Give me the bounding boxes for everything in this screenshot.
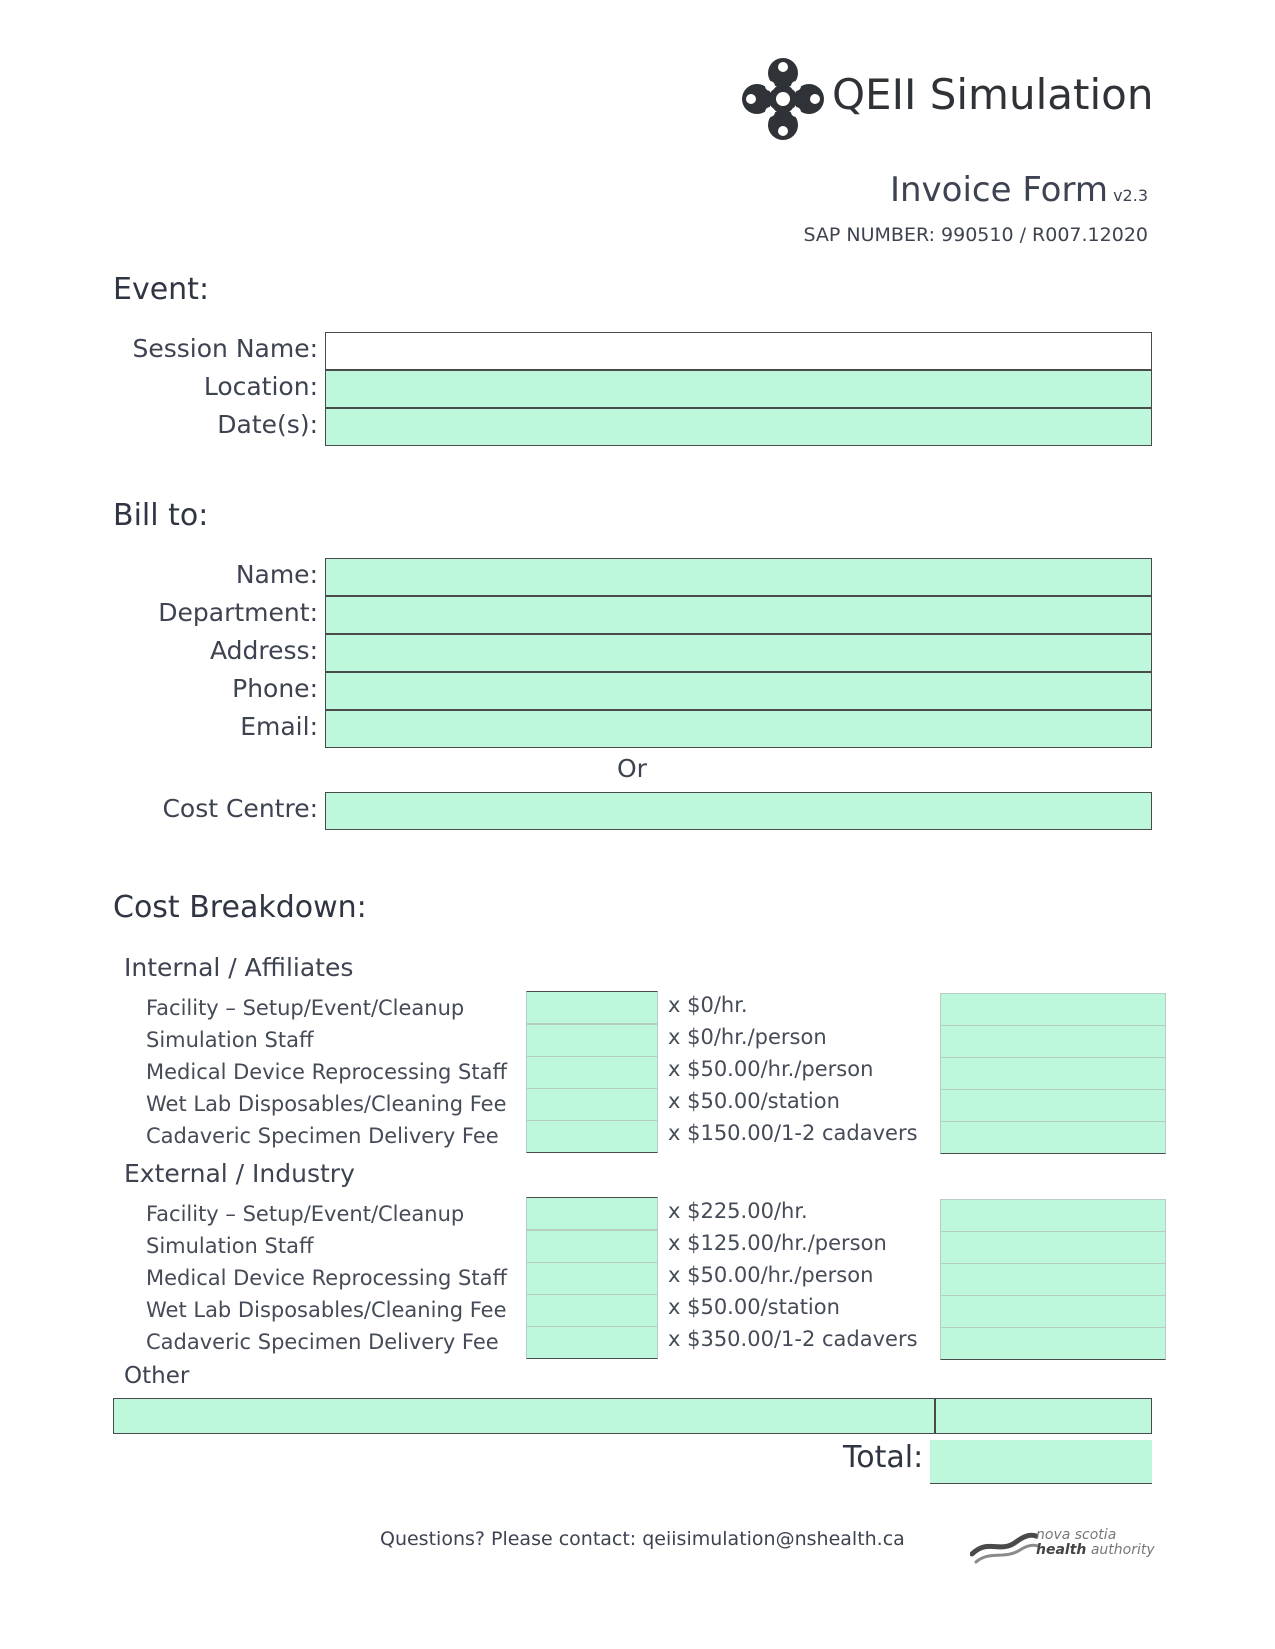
- internal-amount-input[interactable]: [940, 993, 1166, 1026]
- external-item-rate: x $125.00/hr./person: [668, 1231, 887, 1255]
- email-input[interactable]: [325, 710, 1152, 748]
- external-item-rate: x $225.00/hr.: [668, 1199, 808, 1223]
- internal-item-label: Facility – Setup/Event/Cleanup: [146, 996, 465, 1020]
- external-amount-input[interactable]: [940, 1199, 1166, 1232]
- external-amount-input[interactable]: [940, 1231, 1166, 1264]
- address-label-row: [0, 634, 318, 672]
- email-label: Email:: [240, 712, 318, 741]
- session-name-label: Session Name:: [132, 334, 318, 363]
- dates-label-row: [0, 408, 318, 446]
- internal-amount-input[interactable]: [940, 1025, 1166, 1058]
- internal-item-rate: x $50.00/hr./person: [668, 1057, 874, 1081]
- internal-quantity-input[interactable]: [526, 1056, 658, 1089]
- address-label: Address:: [210, 636, 318, 665]
- other-description-input[interactable]: [113, 1398, 935, 1434]
- total-label: Total:: [843, 1440, 924, 1475]
- internal-amount-input[interactable]: [940, 1057, 1166, 1090]
- internal-item-rate: x $50.00/station: [668, 1089, 840, 1113]
- cost-breakdown-heading: Cost Breakdown:: [113, 890, 367, 925]
- other-heading: Other: [124, 1363, 190, 1389]
- external-quantity-input[interactable]: [526, 1294, 658, 1327]
- dates-label: Date(s):: [217, 410, 318, 439]
- internal-item-label: Simulation Staff: [146, 1028, 314, 1052]
- external-amount-input[interactable]: [940, 1263, 1166, 1296]
- cost-centre-label-row: [0, 792, 318, 830]
- department-input[interactable]: [325, 596, 1152, 634]
- bill-name-label-row: [0, 558, 318, 596]
- location-input[interactable]: [325, 370, 1152, 408]
- internal-item-rate: x $150.00/1-2 cadavers: [668, 1121, 918, 1145]
- cost-centre-input[interactable]: [325, 792, 1152, 830]
- nsha-logo-line1: nova scotia: [1036, 1527, 1117, 1543]
- internal-quantity-input[interactable]: [526, 1120, 658, 1153]
- phone-input[interactable]: [325, 672, 1152, 710]
- external-item-rate: x $50.00/hr./person: [668, 1263, 874, 1287]
- external-item-label: Facility – Setup/Event/Cleanup: [146, 1202, 465, 1226]
- external-amount-input[interactable]: [940, 1327, 1166, 1360]
- internal-heading: Internal / Affiliates: [124, 953, 354, 982]
- form-title: [890, 170, 1148, 210]
- session-name-input[interactable]: [325, 332, 1152, 370]
- bill-name-input[interactable]: [325, 558, 1152, 596]
- form-version: v2.3: [1113, 186, 1148, 205]
- email-label-row: [0, 710, 318, 748]
- form-title-text: Invoice Form: [889, 170, 1108, 210]
- or-separator: Or: [617, 754, 647, 783]
- external-item-label: Wet Lab Disposables/Cleaning Fee: [146, 1298, 507, 1322]
- internal-amount-input[interactable]: [940, 1089, 1166, 1122]
- session-name-label-row: [0, 332, 318, 370]
- contact-text: Questions? Please contact: qeiisimulation@nshealth.ca: [380, 1528, 905, 1550]
- nsha-logo-authority: authority: [1090, 1542, 1155, 1558]
- phone-label: Phone:: [232, 674, 318, 703]
- dates-input[interactable]: [325, 408, 1152, 446]
- nsha-logo: [970, 1520, 1170, 1570]
- bill-to-heading: Bill to:: [113, 498, 209, 533]
- external-quantity-input[interactable]: [526, 1262, 658, 1295]
- bill-name-label: Name:: [235, 560, 318, 589]
- external-amount-input[interactable]: [940, 1295, 1166, 1328]
- other-amount-input[interactable]: [935, 1398, 1152, 1434]
- department-label-row: [0, 596, 318, 634]
- external-item-rate: x $350.00/1-2 cadavers: [668, 1327, 918, 1351]
- cost-centre-label: Cost Centre:: [162, 794, 318, 823]
- address-input[interactable]: [325, 634, 1152, 672]
- internal-item-rate: x $0/hr.: [668, 993, 748, 1017]
- nsha-swoosh-icon: [970, 1524, 1040, 1564]
- external-quantity-input[interactable]: [526, 1230, 658, 1263]
- brand-name: QEII Simulation: [832, 70, 1154, 119]
- external-heading: External / Industry: [124, 1159, 355, 1188]
- internal-item-label: Cadaveric Specimen Delivery Fee: [146, 1124, 499, 1148]
- department-label: Department:: [158, 598, 318, 627]
- internal-amount-input[interactable]: [940, 1121, 1166, 1154]
- phone-label-row: [0, 672, 318, 710]
- quatrefoil-logo-icon: [740, 56, 826, 142]
- total-input[interactable]: [930, 1440, 1152, 1484]
- brand-logo: [740, 56, 1154, 142]
- external-quantity-input[interactable]: [526, 1197, 658, 1230]
- internal-item-label: Medical Device Reprocessing Staff: [146, 1060, 507, 1084]
- external-item-rate: x $50.00/station: [668, 1295, 840, 1319]
- internal-item-label: Wet Lab Disposables/Cleaning Fee: [146, 1092, 507, 1116]
- external-item-label: Medical Device Reprocessing Staff: [146, 1266, 507, 1290]
- internal-quantity-input[interactable]: [526, 1024, 658, 1057]
- external-item-label: Cadaveric Specimen Delivery Fee: [146, 1330, 499, 1354]
- internal-quantity-input[interactable]: [526, 1088, 658, 1121]
- location-label: Location:: [203, 372, 318, 401]
- nsha-logo-health: health: [1036, 1542, 1087, 1558]
- location-label-row: [0, 370, 318, 408]
- external-quantity-input[interactable]: [526, 1326, 658, 1359]
- external-item-label: Simulation Staff: [146, 1234, 314, 1258]
- event-heading: Event:: [113, 272, 210, 307]
- internal-item-rate: x $0/hr./person: [668, 1025, 827, 1049]
- internal-quantity-input[interactable]: [526, 991, 658, 1024]
- sap-number: SAP NUMBER: 990510 / R007.12020: [803, 224, 1148, 246]
